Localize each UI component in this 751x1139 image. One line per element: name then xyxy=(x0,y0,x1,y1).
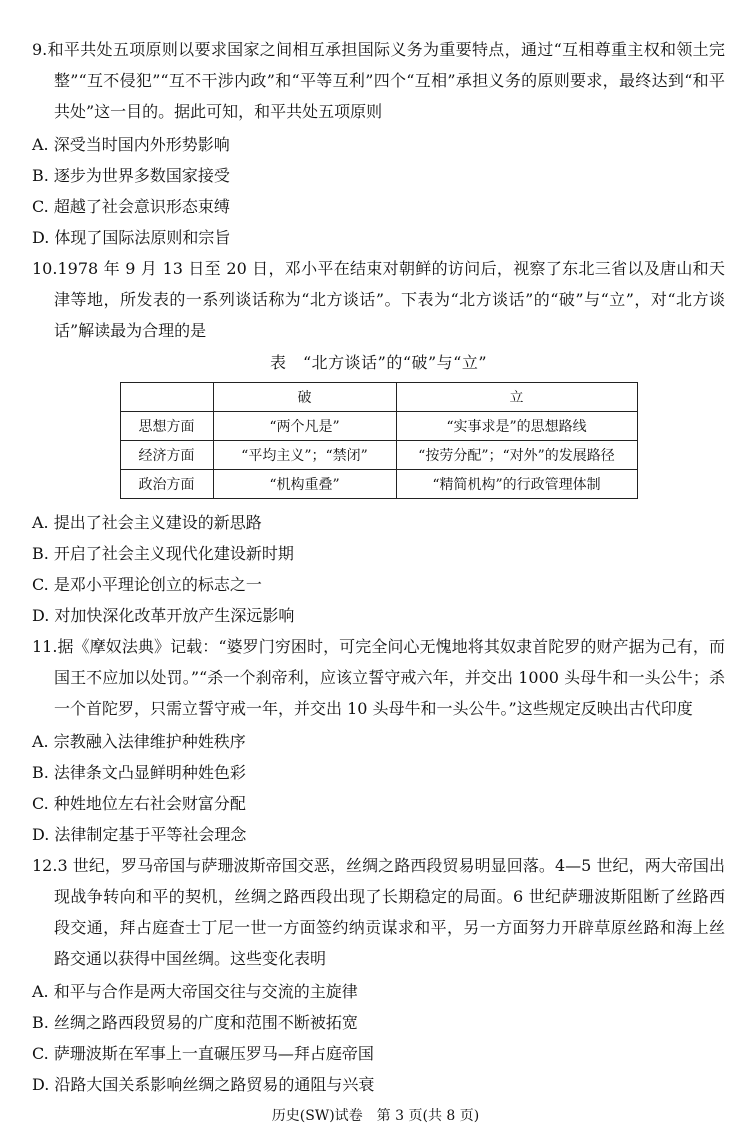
question-text: 和平共处五项原则以要求国家之间相互承担国际义务为重要特点，通过“互相尊重主权和领土完整”“互不侵犯”“互不干涉内政”和“平等互利”四个“互相”承担义务的原则要求，最终达到“和平共处”这一目的。据此可知，和平共处五项原则 xyxy=(47,40,725,121)
question-number: 12. xyxy=(32,856,58,875)
table-cell: “按劳分配”；“对外”的发展路径 xyxy=(396,441,637,470)
table-header-cell: 破 xyxy=(213,383,396,412)
table-cell: 经济方面 xyxy=(120,441,213,470)
option-b[interactable]: B. 法律条文凸显鲜明种姓色彩 xyxy=(32,763,246,782)
table-cell: “机构重叠” xyxy=(213,470,396,499)
option-c[interactable]: C. 超越了社会意识形态束缚 xyxy=(32,197,230,216)
table-cell: “实事求是”的思想路线 xyxy=(396,412,637,441)
option-list xyxy=(32,726,725,850)
page-footer: 历史(SW)试卷 第 3 页(共 8 页) xyxy=(271,1108,480,1124)
question-number: 11. xyxy=(32,637,58,656)
question-stem xyxy=(32,850,725,974)
table-header-cell xyxy=(120,383,213,412)
question-number: 10. xyxy=(32,259,58,278)
question-text: 3 世纪，罗马帝国与萨珊波斯帝国交恶，丝绸之路西段贸易明显回落。4—5 世纪，两大帝国出现战争转向和平的契机，丝绸之路西段出现了长期稳定的局面。6 世纪萨珊波斯阻断了丝路西段交通，拜占庭查士丁尼一世一方面签约纳贡谋求和平，另一方面努力开辟草原丝路和海上丝路交通以获得中国丝绸。这些变化表明 xyxy=(54,856,725,968)
table-cell: “精简机构”的行政管理体制 xyxy=(396,470,637,499)
option-list xyxy=(32,976,725,1100)
option-c[interactable]: C. 种姓地位左右社会财富分配 xyxy=(32,794,246,813)
question-stem xyxy=(32,253,725,346)
question-12 xyxy=(32,850,725,1100)
option-c[interactable]: C. 萨珊波斯在军事上一直碾压罗马—拜占庭帝国 xyxy=(32,1044,374,1063)
question-stem xyxy=(32,34,725,127)
option-d[interactable]: D. 体现了国际法原则和宗旨 xyxy=(32,228,231,247)
table-header-cell: 立 xyxy=(396,383,637,412)
question-10 xyxy=(32,253,725,631)
table-cell: 思想方面 xyxy=(120,412,213,441)
option-list xyxy=(32,129,725,253)
option-a[interactable]: A. 深受当时国内外形势影响 xyxy=(32,135,230,154)
question-11 xyxy=(32,631,725,850)
option-list xyxy=(32,507,725,631)
data-table xyxy=(120,382,638,499)
question-number: 9. xyxy=(32,40,48,59)
option-a[interactable]: A. 和平与合作是两大帝国交往与交流的主旋律 xyxy=(32,982,358,1001)
option-c[interactable]: C. 是邓小平理论创立的标志之一 xyxy=(32,575,262,594)
option-b[interactable]: B. 逐步为世界多数国家接受 xyxy=(32,166,230,185)
option-a[interactable]: A. 提出了社会主义建设的新思路 xyxy=(32,513,262,532)
table-cell: “两个凡是” xyxy=(213,412,396,441)
table-cell: “平均主义”；“禁闭” xyxy=(213,441,396,470)
table-row xyxy=(120,412,637,441)
table-header-row xyxy=(120,383,637,412)
option-d[interactable]: D. 法律制定基于平等社会理念 xyxy=(32,825,247,844)
table-cell: 政治方面 xyxy=(120,470,213,499)
option-d[interactable]: D. 对加快深化改革开放产生深远影响 xyxy=(32,606,295,625)
table-row xyxy=(120,441,637,470)
question-text: 1978 年 9 月 13 日至 20 日，邓小平在结束对朝鲜的访问后，视察了东北三省以及唐山和天津等地，所发表的一系列谈话称为“北方谈话”。下表为“北方谈话”的“破”与“立”，对“北方谈话”解读最为合理的是 xyxy=(54,259,725,340)
option-d[interactable]: D. 沿路大国关系影响丝绸之路贸易的通阻与兴衰 xyxy=(32,1075,375,1094)
question-stem xyxy=(32,631,725,724)
option-a[interactable]: A. 宗教融入法律维护种姓秩序 xyxy=(32,732,246,751)
table-caption: 表 “北方谈话”的“破”与“立” xyxy=(269,353,488,372)
table-row xyxy=(120,470,637,499)
option-b[interactable]: B. 开启了社会主义现代化建设新时期 xyxy=(32,544,294,563)
question-text: 据《摩奴法典》记载：“婆罗门穷困时，可完全问心无愧地将其奴隶首陀罗的财产据为己有，而国王不应加以处罚。”“杀一个刹帝利，应该立誓守戒六年，并交出 1000 头母牛和一头公牛；杀一个首陀罗，只需立誓守戒一年，并交出 10 头母牛和一头公牛。”这些规定反映出古代印度 xyxy=(54,637,725,718)
option-b[interactable]: B. 丝绸之路西段贸易的广度和范围不断被拓宽 xyxy=(32,1013,358,1032)
question-9 xyxy=(32,34,725,253)
